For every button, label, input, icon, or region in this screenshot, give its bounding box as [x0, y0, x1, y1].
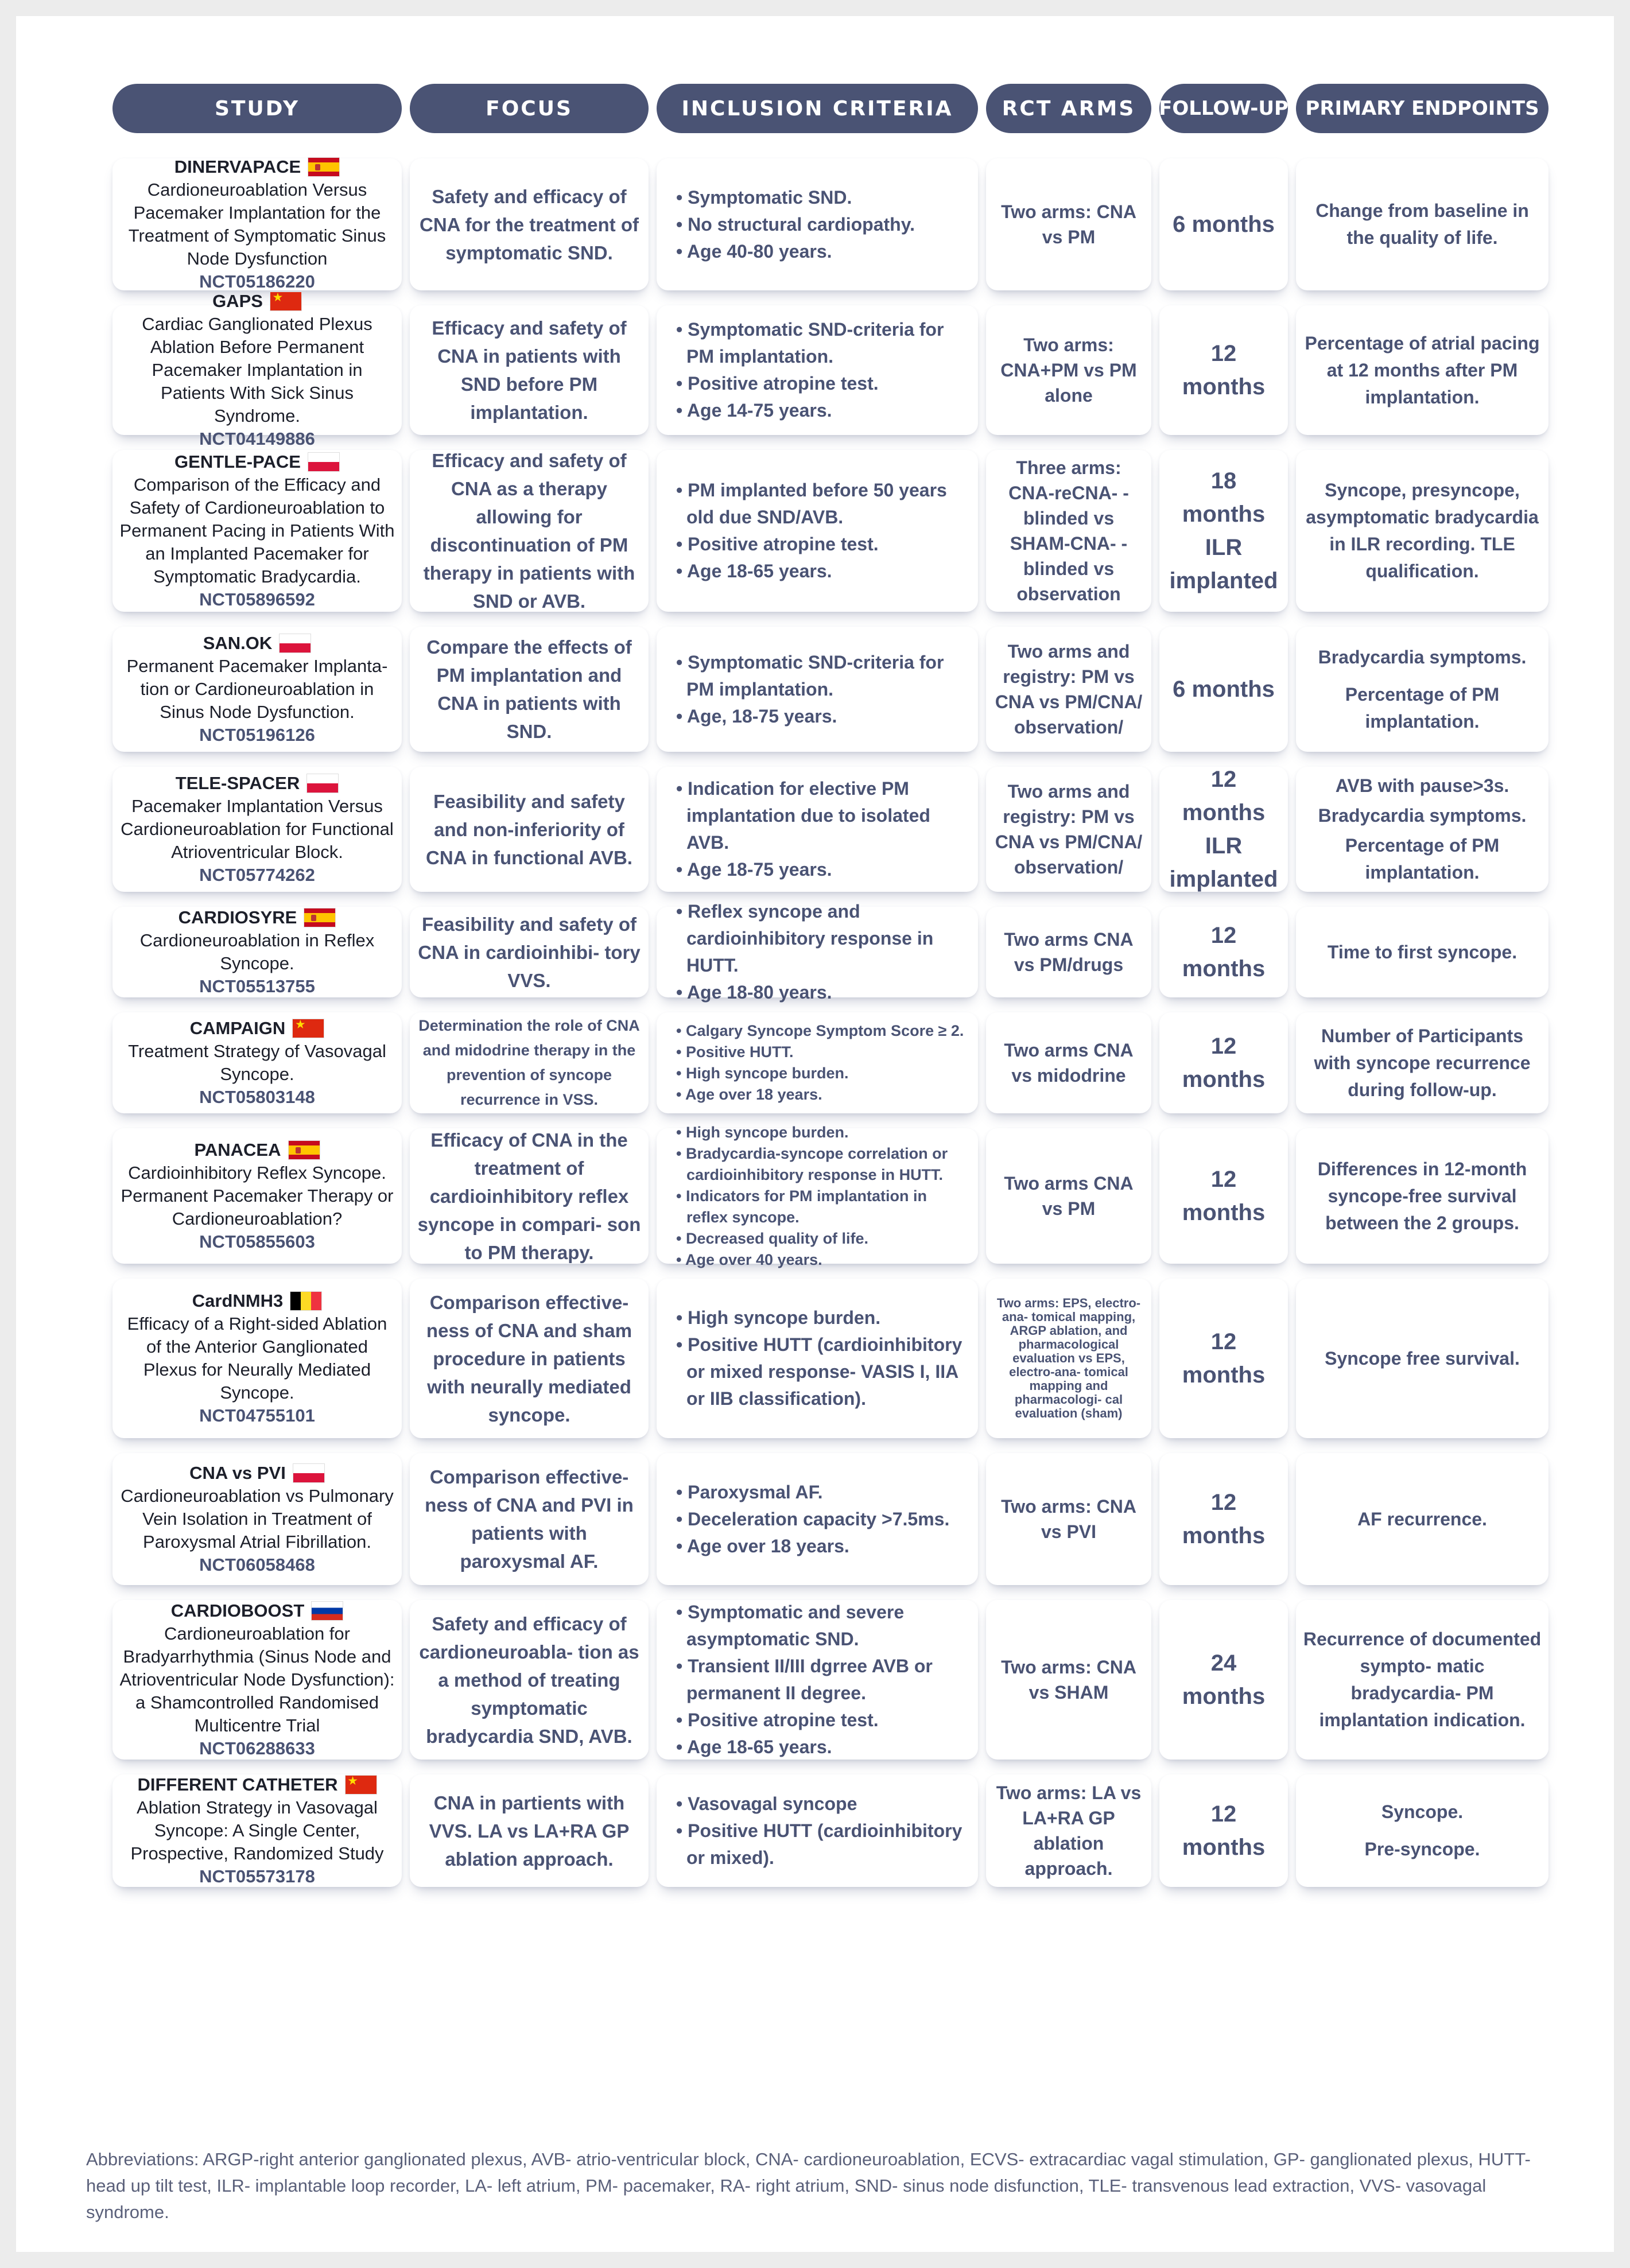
inclusion-item: • Paroxysmal AF.	[676, 1481, 823, 1502]
follow-up-cell: 12 months	[1159, 1774, 1288, 1887]
country-flag-icon	[308, 157, 340, 177]
country-flag-icon	[293, 1463, 325, 1483]
endpoint-item: Percentage of PM implantation.	[1345, 835, 1500, 883]
endpoints-cell	[1296, 158, 1548, 290]
inclusion-item: • Age over 18 years.	[676, 1535, 849, 1556]
study-title: Cardioneuroablation for Bradyarrhythmia (Sinus Node and Atrioventricular Node Dysfunction): a Shamcontrolled Randomised Multicentre Trial	[119, 1624, 395, 1735]
follow-up-cell: 12 months	[1159, 1128, 1288, 1264]
inclusion-item: • Symptomatic and severe asymptomatic SND.	[676, 1602, 905, 1649]
follow-up-cell: 12 months	[1159, 907, 1288, 997]
nct-number: NCT05186220	[199, 271, 315, 292]
endpoint-item: AF recurrence.	[1357, 1508, 1487, 1529]
focus-cell: Feasibility and safety of CNA in cardioinhibi- tory VVS.	[410, 907, 649, 997]
header-rct-arms: RCT ARMS	[986, 84, 1151, 133]
study-cell	[112, 1600, 402, 1760]
rct-arms-cell: Two arms and registry: PM vs CNA vs PM/CNA/ observation/	[986, 767, 1151, 892]
country-flag-icon	[304, 908, 336, 927]
nct-number: NCT06288633	[199, 1738, 315, 1758]
endpoint-item: Change from baseline in the quality of life.	[1315, 200, 1529, 248]
inclusion-item: • Age 18-65 years.	[676, 1737, 832, 1757]
header-follow-up: FOLLOW-UP	[1159, 84, 1288, 133]
country-flag-icon	[292, 1019, 324, 1038]
study-name-text: CARDIOSYRE	[178, 907, 297, 927]
endpoints-cell	[1296, 1774, 1548, 1887]
inclusion-item: • High syncope burden.	[676, 1123, 849, 1141]
rct-arms-cell: Two arms: EPS, electro-ana- tomical mapping, ARGP ablation, and pharmacological evaluation vs EPS, electro-ana- tomical mapping and pharmacologi- cal evaluation (sham)	[986, 1279, 1151, 1438]
study-name	[189, 1462, 325, 1485]
inclusion-cell	[657, 158, 978, 290]
inclusion-item: • High syncope burden.	[676, 1307, 881, 1328]
endpoints-cell	[1296, 1012, 1548, 1113]
focus-cell: Determination the role of CNA and midodrine therapy in the prevention of syncope recurrence in VSS.	[410, 1012, 649, 1113]
inclusion-cell	[657, 305, 978, 435]
rct-arms-cell: Two arms CNA vs PM/drugs	[986, 907, 1151, 997]
endpoint-item: Number of Participants with syncope recurrence during follow-up.	[1314, 1025, 1531, 1100]
inclusion-item: • Transient II/III dgrree AVB or permanent II degree.	[676, 1656, 933, 1703]
inclusion-item: • Age over 18 years.	[676, 1086, 822, 1103]
endpoint-item: Time to first syncope.	[1327, 941, 1518, 962]
endpoint-item: Syncope.	[1381, 1801, 1464, 1822]
country-flag-icon	[290, 1291, 322, 1311]
study-cell	[112, 1128, 402, 1264]
inclusion-cell	[657, 767, 978, 892]
endpoint-item: Syncope, presyncope, asymptomatic bradycardia in ILR recording. TLE qualification.	[1306, 480, 1539, 581]
study-name-text: DIFFERENT CATHETER	[137, 1774, 338, 1795]
study-title: Efficacy of a Right-sided Ablation of the Anterior Ganglionated Plexus for Neurally Mediated Syncope.	[127, 1314, 387, 1403]
country-flag-icon	[270, 292, 302, 311]
study-title: Cardioneuroablation Versus Pacemaker Implantation for the Treatment of Symptomatic Sinus Node Dysfunction	[128, 180, 386, 269]
follow-up-cell: 12 months	[1159, 1453, 1288, 1585]
inclusion-item: • Age 18-80 years.	[676, 982, 832, 1003]
endpoints-cell	[1296, 767, 1548, 892]
inclusion-item: • Positive HUTT (cardioinhibitory or mixed response- VASIS I, IIA or IIB classification).	[676, 1334, 963, 1409]
rct-arms-cell: Two arms: CNA vs PM	[986, 158, 1151, 290]
nct-number: NCT05855603	[199, 1232, 315, 1252]
inclusion-item: • Age, 18-75 years.	[676, 705, 837, 727]
study-name	[212, 290, 302, 313]
inclusion-item: • Symptomatic SND-criteria for PM implantation.	[676, 651, 944, 700]
inclusion-item: • Reflex syncope and cardioinhibitory response in HUTT.	[676, 901, 934, 976]
study-title: Cardioneuroablation vs Pulmonary Vein Isolation in Treatment of Paroxysmal Atrial Fibrillation.	[121, 1486, 394, 1552]
study-title: Cardioinhibitory Reflex Syncope. Permanent Pacemaker Therapy or Cardioneuroablation?	[121, 1163, 394, 1229]
endpoint-item: Differences in 12-month syncope-free survival between the 2 groups.	[1317, 1158, 1527, 1233]
study-cell	[112, 1453, 402, 1585]
endpoint-item: AVB with pause>3s.	[1335, 775, 1509, 796]
study-name-text: CAMPAIGN	[189, 1018, 286, 1038]
inclusion-cell	[657, 1600, 978, 1760]
study-name	[192, 1290, 322, 1312]
endpoints-cell	[1296, 1453, 1548, 1585]
follow-up-cell: 12 months	[1159, 305, 1288, 435]
inclusion-item: • Positive atropine test.	[676, 534, 879, 554]
study-cell	[112, 158, 402, 290]
endpoints-cell	[1296, 907, 1548, 997]
inclusion-item: • Age 18-75 years.	[676, 859, 832, 880]
endpoints-cell	[1296, 1600, 1548, 1760]
endpoints-cell	[1296, 627, 1548, 752]
endpoint-item: Bradycardia symptoms.	[1318, 646, 1527, 667]
study-cell	[112, 907, 402, 997]
nct-number: NCT05513755	[199, 976, 315, 996]
study-name	[176, 772, 339, 795]
inclusion-cell	[657, 1279, 978, 1438]
rct-arms-cell: Two arms CNA vs PM	[986, 1128, 1151, 1264]
inclusion-cell	[657, 1012, 978, 1113]
inclusion-cell	[657, 1774, 978, 1887]
study-name	[195, 1139, 320, 1162]
study-name-text: PANACEA	[194, 1140, 281, 1160]
rct-arms-cell: Three arms: CNA-reCNA- -blinded vs SHAM-CNA- -blinded vs observation	[986, 450, 1151, 612]
follow-up-cell: 12 months ILR implanted	[1159, 767, 1288, 892]
focus-cell: Compare the effects of PM implantation and CNA in patients with SND.	[410, 627, 649, 752]
study-name	[174, 451, 340, 473]
inclusion-cell	[657, 901, 978, 1003]
inclusion-cell	[657, 1453, 978, 1585]
endpoint-item: Recurrence of documented sympto- matic bradycardia- PM implantation indication.	[1303, 1629, 1542, 1730]
focus-cell: Comparison effective- ness of CNA and PVI in patients with paroxysmal AF.	[410, 1453, 649, 1585]
study-title: Cardioneuroablation in Reflex Syncope.	[139, 930, 375, 973]
endpoint-item: Percentage of PM implantation.	[1345, 683, 1500, 732]
rct-arms-cell: Two arms CNA vs midodrine	[986, 1012, 1151, 1113]
focus-cell: Safety and efficacy of cardioneuroabla- tion as a method of treating symptomatic bradycardia SND, AVB.	[410, 1600, 649, 1760]
header-inclusion-criteria: INCLUSION CRITERIA	[657, 84, 978, 133]
study-name-text: SAN.OK	[203, 633, 273, 653]
focus-cell: Comparison effective- ness of CNA and sham procedure in patients with neurally mediated syncope.	[410, 1279, 649, 1438]
study-title: Ablation Strategy in Vasovagal Syncope: A Single Center, Prospective, Randomized Study	[130, 1797, 384, 1863]
inclusion-item: • Age 18-65 years.	[676, 561, 832, 581]
country-flag-icon	[311, 1601, 343, 1621]
study-name-text: CARDIOBOOST	[170, 1601, 305, 1621]
country-flag-icon	[306, 774, 339, 793]
nct-number: NCT04149886	[199, 429, 315, 449]
nct-number: NCT04755101	[199, 1405, 315, 1426]
follow-up-cell: 6 months	[1159, 627, 1288, 752]
rct-arms-cell: Two arms: CNA vs SHAM	[986, 1600, 1151, 1760]
header-study: STUDY	[112, 84, 402, 133]
nct-number: NCT05803148	[199, 1087, 315, 1107]
study-name	[178, 906, 336, 929]
inclusion-cell	[657, 1123, 978, 1268]
focus-cell: Efficacy of CNA in the treatment of cardioinhibitory reflex syncope in compari- son to PM therapy.	[410, 1128, 649, 1264]
study-name-text: CardNMH3	[192, 1291, 284, 1311]
study-cell	[112, 450, 402, 612]
study-cell	[112, 1012, 402, 1113]
focus-cell: CNA in partients with VVS. LA vs LA+RA GP ablation approach.	[410, 1774, 649, 1887]
study-name	[174, 156, 340, 178]
study-name-text: GAPS	[212, 291, 263, 311]
inclusion-item: • Positive HUTT.	[676, 1043, 794, 1061]
country-flag-icon	[279, 634, 311, 653]
inclusion-item: • Bradycardia-syncope correlation or cardioinhibitory response in HUTT.	[676, 1144, 948, 1183]
country-flag-icon	[308, 452, 340, 472]
inclusion-item: • Calgary Syncope Symptom Score ≥ 2.	[676, 1022, 964, 1039]
study-name-text: TELE-SPACER	[175, 773, 300, 793]
country-flag-icon	[345, 1775, 377, 1795]
nct-number: NCT05196126	[199, 725, 315, 745]
study-cell	[112, 1279, 402, 1438]
studies-table	[112, 84, 1550, 1902]
inclusion-item: • Positive atropine test.	[676, 1710, 879, 1730]
inclusion-item: • Age over 40 years.	[676, 1250, 822, 1268]
header-primary-endpoints: PRIMARY ENDPOINTS	[1296, 84, 1548, 133]
endpoint-item: Syncope free survival.	[1325, 1347, 1520, 1369]
focus-cell: Efficacy and safety of CNA in patients with SND before PM implantation.	[410, 305, 649, 435]
inclusion-item: • Positive HUTT (cardioinhibitory or mixed).	[676, 1820, 963, 1868]
rct-arms-cell: Two arms: CNA+PM vs PM alone	[986, 305, 1151, 435]
nct-number: NCT05573178	[199, 1866, 315, 1886]
study-cell	[112, 767, 402, 892]
rct-arms-cell: Two arms: LA vs LA+RA GP ablation approach.	[986, 1774, 1151, 1887]
follow-up-cell: 6 months	[1159, 158, 1288, 290]
inclusion-item: • Age 40-80 years.	[676, 240, 832, 262]
rct-arms-cell: Two arms and registry: PM vs CNA vs PM/CNA/ observation/	[986, 627, 1151, 752]
country-flag-icon	[288, 1140, 320, 1160]
study-title: Treatment Strategy of Vasovagal Syncope.	[128, 1041, 386, 1084]
inclusion-item: • High syncope burden.	[676, 1065, 849, 1082]
header-focus: FOCUS	[410, 84, 649, 133]
inclusion-item: • No structural cardiopathy.	[676, 213, 915, 235]
endpoints-cell	[1296, 305, 1548, 435]
inclusion-item: • PM implanted before 50 years old due SND/AVB.	[676, 480, 947, 527]
rct-arms-cell: Two arms: CNA vs PVI	[986, 1453, 1151, 1585]
focus-cell: Efficacy and safety of CNA as a therapy allowing for discontinuation of PM therapy in patients with SND or AVB.	[410, 450, 649, 612]
endpoints-cell	[1296, 450, 1548, 612]
inclusion-item: • Vasovagal syncope	[676, 1793, 857, 1814]
study-name-text: DINERVAPACE	[174, 157, 301, 177]
inclusion-item: • Deceleration capacity >7.5ms.	[676, 1508, 950, 1529]
follow-up-cell: 12 months	[1159, 1279, 1288, 1438]
endpoint-item: Percentage of atrial pacing at 12 months after PM implantation.	[1305, 332, 1540, 407]
study-name	[190, 1017, 324, 1040]
focus-cell: Safety and efficacy of CNA for the treatment of symptomatic SND.	[410, 158, 649, 290]
study-cell	[112, 1774, 402, 1887]
inclusion-item: • Symptomatic SND-criteria for PM implantation.	[676, 319, 944, 367]
study-title: Pacemaker Implantation Versus Cardioneuroablation for Functional Atrioventricular Block.	[121, 796, 394, 862]
endpoint-item: Bradycardia symptoms.	[1318, 805, 1527, 826]
nct-number: NCT06058468	[199, 1555, 315, 1575]
follow-up-cell: 24 months	[1159, 1600, 1288, 1760]
follow-up-cell: 18 months ILR implanted	[1159, 450, 1288, 612]
focus-cell: Feasibility and safety and non-inferiority of CNA in functional AVB.	[410, 767, 649, 892]
document-sheet	[16, 16, 1614, 2252]
inclusion-item: • Symptomatic SND.	[676, 187, 852, 208]
study-title: Cardiac Ganglionated Plexus Ablation Before Permanent Pacemaker Implantation in Patients With Sick Sinus Syndrome.	[142, 314, 372, 426]
endpoints-cell	[1296, 1279, 1548, 1438]
study-title: Permanent Pacemaker Implanta- tion or Cardioneuroablation in Sinus Node Dysfunction.	[126, 656, 388, 722]
endpoints-cell	[1296, 1128, 1548, 1264]
nct-number: NCT05896592	[199, 589, 315, 609]
study-title: Comparison of the Efficacy and Safety of Cardioneuroablation to Permanent Pacing in Patients With an Implanted Pacemaker for Symptomatic Bradycardia.	[119, 475, 395, 587]
study-cell	[112, 627, 402, 752]
endpoint-item: Pre-syncope.	[1364, 1839, 1480, 1859]
inclusion-item: • Positive atropine test.	[676, 373, 879, 394]
inclusion-cell	[657, 450, 978, 612]
nct-number: NCT05774262	[199, 865, 315, 885]
study-name	[203, 632, 312, 655]
inclusion-item: • Age 14-75 years.	[676, 400, 832, 421]
inclusion-item: • Indication for elective PM implantation due to isolated AVB.	[676, 778, 930, 853]
study-name	[171, 1599, 344, 1622]
abbreviations-footnote: Abbreviations: ARGP-right anterior ganglionated plexus, AVB- atrio-ventricular block, CNA- cardioneuroablation, ECVS- extracardiac vagal stimulation, GP- ganglionated plexus, HUTT- head up tilt test, ILR- implantable loop recorder, LA- left atrium, PM- pacemaker, RA- right atrium, SND- sinus node disfunction, TLE- transvenous lead extraction, VVS- vasovagal syndrome.	[86, 2149, 1531, 2222]
study-name	[137, 1773, 377, 1796]
inclusion-cell	[657, 627, 978, 752]
study-name-text: GENTLE-PACE	[174, 452, 301, 472]
study-name-text: CNA vs PVI	[189, 1463, 286, 1483]
inclusion-item: • Indicators for PM implantation in reflex syncope.	[676, 1187, 927, 1226]
inclusion-item: • Decreased quality of life.	[676, 1229, 869, 1247]
follow-up-cell: 12 months	[1159, 1012, 1288, 1113]
study-cell	[112, 291, 402, 449]
